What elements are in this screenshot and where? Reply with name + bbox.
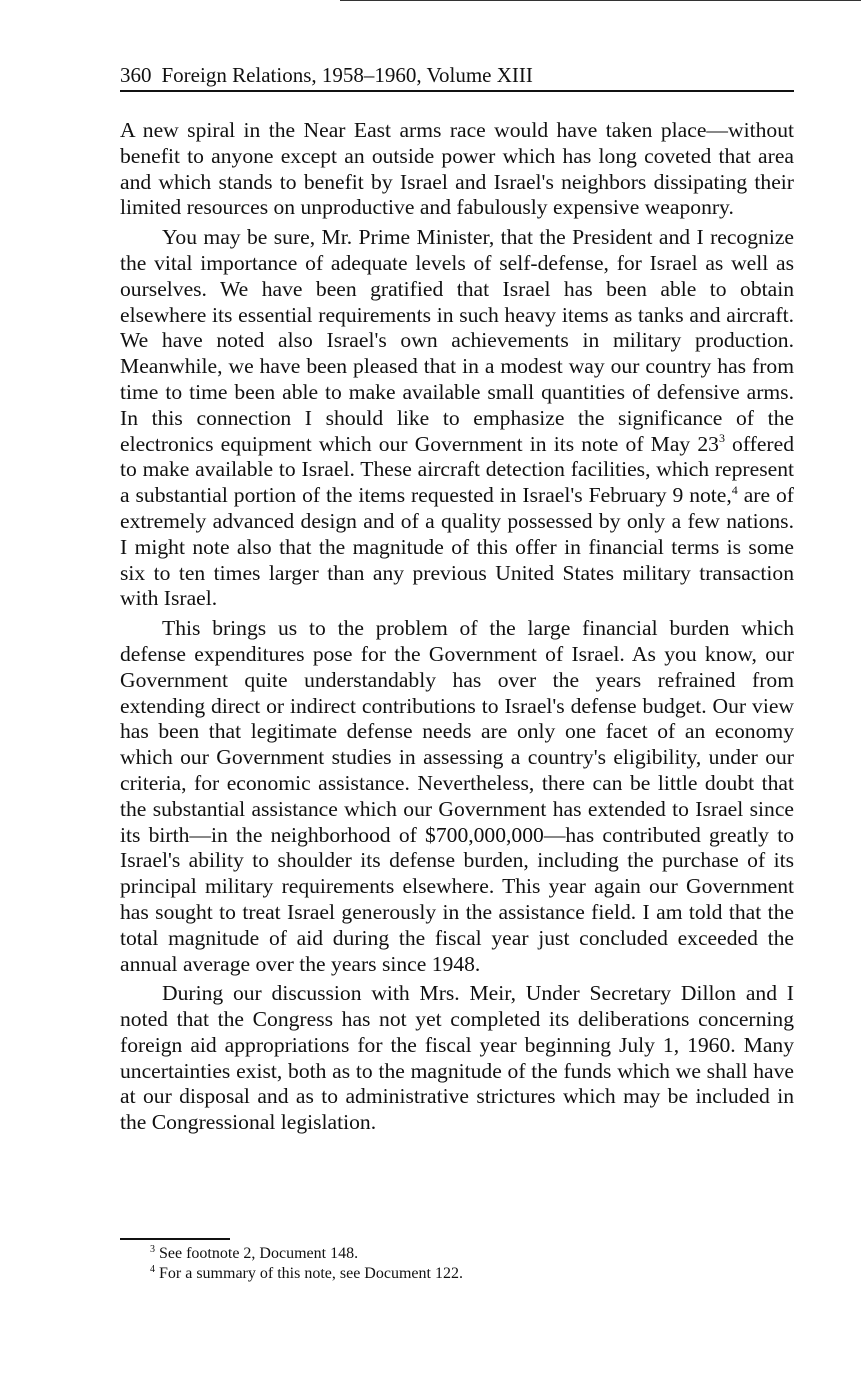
paragraph-4: During our discussion with Mrs. Meir, Under Secretary Dillon and I noted that the Congress has not yet completed its deliberations concerning foreign aid appropriations for the fiscal year beginning July 1, 1960. Many uncertainties exist, both as to the magnitude of the funds which we shall have at our disposal and as to administrative strictures which may be included in the Congressional legislation.	[120, 981, 794, 1135]
running-header	[120, 62, 794, 92]
volume-title: Foreign Relations, 1958–1960, Volume XIII	[161, 63, 533, 87]
paragraph-2-part-a: You may be sure, Mr. Prime Minister, that the President and I recognize the vital importance of adequate levels of self-defense, for Israel as well as ourselves. We have been gratified that Israel has been able to obtain elsewhere its essential requirements in such heavy items as tanks and aircraft. We have noted also Israel's own achievements in military production. Meanwhile, we have been pleased that in a modest way our country has from time to time been able to make available small quantities of defensive arms. In this connection I should like to emphasize the significance of the electronics equipment which our Government in its note of May 23	[120, 225, 794, 456]
paragraph-2-part-c: are of extremely advanced design and of a quality possessed by only a few nations. I might note also that the magnitude of this offer in financial terms is some six to ten times larger than any previous United States military transaction with Israel.	[120, 483, 794, 611]
footnote-4	[150, 1264, 790, 1284]
top-rule	[340, 0, 861, 1]
paragraph-2-part-b: offered to make available to Israel. These aircraft detection facilities, which represent a substantial portion of the items requested in Israel's February 9 note,	[120, 431, 795, 508]
footnote-text: For a summary of this note, see Document 122.	[159, 1265, 463, 1282]
footnote-text: See footnote 2, Document 148.	[159, 1245, 359, 1262]
footnote-marker: 4	[150, 1263, 155, 1275]
page-number: 360	[120, 63, 152, 87]
paragraph-1: A new spiral in the Near East arms race would have taken place—without benefit to anyone except an outside power which has long coveted that area and which stands to benefit by Israel and Israel's neighbors dissipating their limited resources on unproductive and fabulously expensive weaponry.	[120, 118, 794, 220]
footnote-marker: 3	[150, 1243, 155, 1255]
paragraph-3: This brings us to the problem of the large financial burden which defense expenditures pose for the Government of Israel. As you know, our Government quite understandably has over the years refrained from extending direct or indirect contributions to Israel's defense budget. Our view has been that legitimate defense needs are only one facet of an economy which our Government studies in assessing a country's eligibility, under our criteria, for economic assistance. Nevertheless, there can be little doubt that the substantial assistance which our Government has extended to Israel since its birth—in the neighborhood of $700,000,000—has contributed greatly to Israel's ability to shoulder its defense burden, including the purchase of its principal military requirements elsewhere. This year again our Government has sought to treat Israel generously in the assistance field. I am told that the total magnitude of aid during the fiscal year just concluded exceeded the annual average over the years since 1948.	[120, 616, 794, 976]
footnote-rule	[120, 1238, 230, 1240]
footnotes	[150, 1244, 790, 1284]
body-text	[120, 118, 794, 1140]
footnote-3	[150, 1244, 790, 1264]
footnote-ref-3[interactable]: 3	[718, 431, 725, 446]
footnote-ref-4[interactable]: 4	[731, 482, 738, 497]
paragraph-2	[120, 225, 794, 612]
